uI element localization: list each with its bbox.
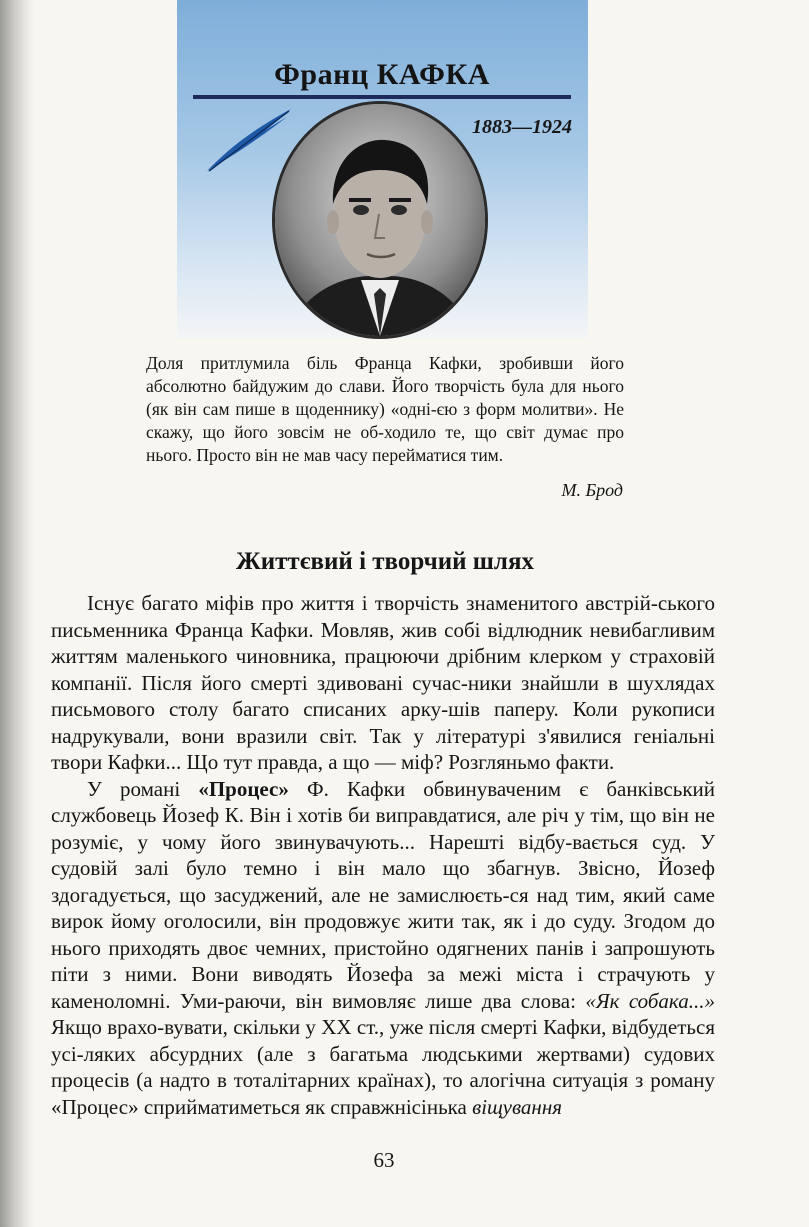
dying-words-quote: «Як собака...» [585, 988, 715, 1013]
paragraph-2 [51, 776, 715, 1121]
author-name: Франц КАФКА [274, 58, 490, 91]
emphasized-word: віщування [472, 1094, 563, 1119]
epigraph-author: М. Брод [561, 480, 623, 500]
paragraph-1: Існує багато міфів про життя і творчість знаменитого австрій-ського письменника Франца Кафки. Мовляв, жив собі відлюдник невибагливим життям маленького чиновника, працюючи дрібним клерком у страховій компанії. Після його смерті здивовані сучас-ники знайшли в шухлядах письмового столу багато списаних арку-шів паперу. Коли рукописи надрукували, вони вразили світ. Так у літературі з'явилися геніальні твори Кафки... Що тут правда, а що — міф? Розгляньмо факти. [51, 591, 715, 774]
novel-title: «Процес» [198, 776, 289, 801]
page-binding-shadow [0, 0, 34, 1227]
quill-feather-icon [203, 105, 295, 175]
page-number: 63 [373, 1148, 395, 1172]
paragraph-2-middle: Ф. Кафки обвинуваченим є банківський службовець Йозеф К. Він і хотів би виправдатися, але річ у тім, що він не розуміє, у чому його звинувачують... Нарешті відбу-вається суд. У судовій залі було темно і він мало що збагнув. Звісно, Йозеф здогадується, що засуджений, але не замислюєть-ся над тим, який саме вирок йому оголосили, він продовжує жити так, як і до суду. Згодом до нього приходять двоє чемних, пристойно одягнених панів і запрошують піти з ними. Вони виводять Йозефа за межі міста і страчують у каменоломні. Уми-раючи, він вимовляє лише два слова: [51, 776, 715, 1013]
paragraph-2-end: Якщо врахо-вувати, скільки у XX ст., уже після смерті Кафки, відбудеться усі-ляких абсурдних (але з багатьма людськими жертвами) судових процесів (а надто в тоталітарних країнах), то алогічна ситуація з роману «Процес» сприйматиметься як справжнісінька [51, 1015, 715, 1119]
title-underline [193, 95, 571, 99]
section-heading: Життєвий і творчий шлях [236, 548, 534, 575]
main-text [51, 590, 715, 1120]
epigraph-quote: Доля притлумила біль Франца Кафки, зробивши його абсолютно байдужим до слави. Його творчість була для нього (як він сам пише в щоденнику) «одні-єю з форм молитви». Не скажу, що його зовсім не об-ходило те, що світ думає про нього. Просто він не мав часу перейматися тим. [146, 353, 624, 465]
author-years: 1883—1924 [472, 116, 572, 138]
author-portrait [275, 104, 485, 336]
portrait-photo-icon [275, 104, 485, 336]
paragraph-2-start: У романі [87, 776, 199, 801]
